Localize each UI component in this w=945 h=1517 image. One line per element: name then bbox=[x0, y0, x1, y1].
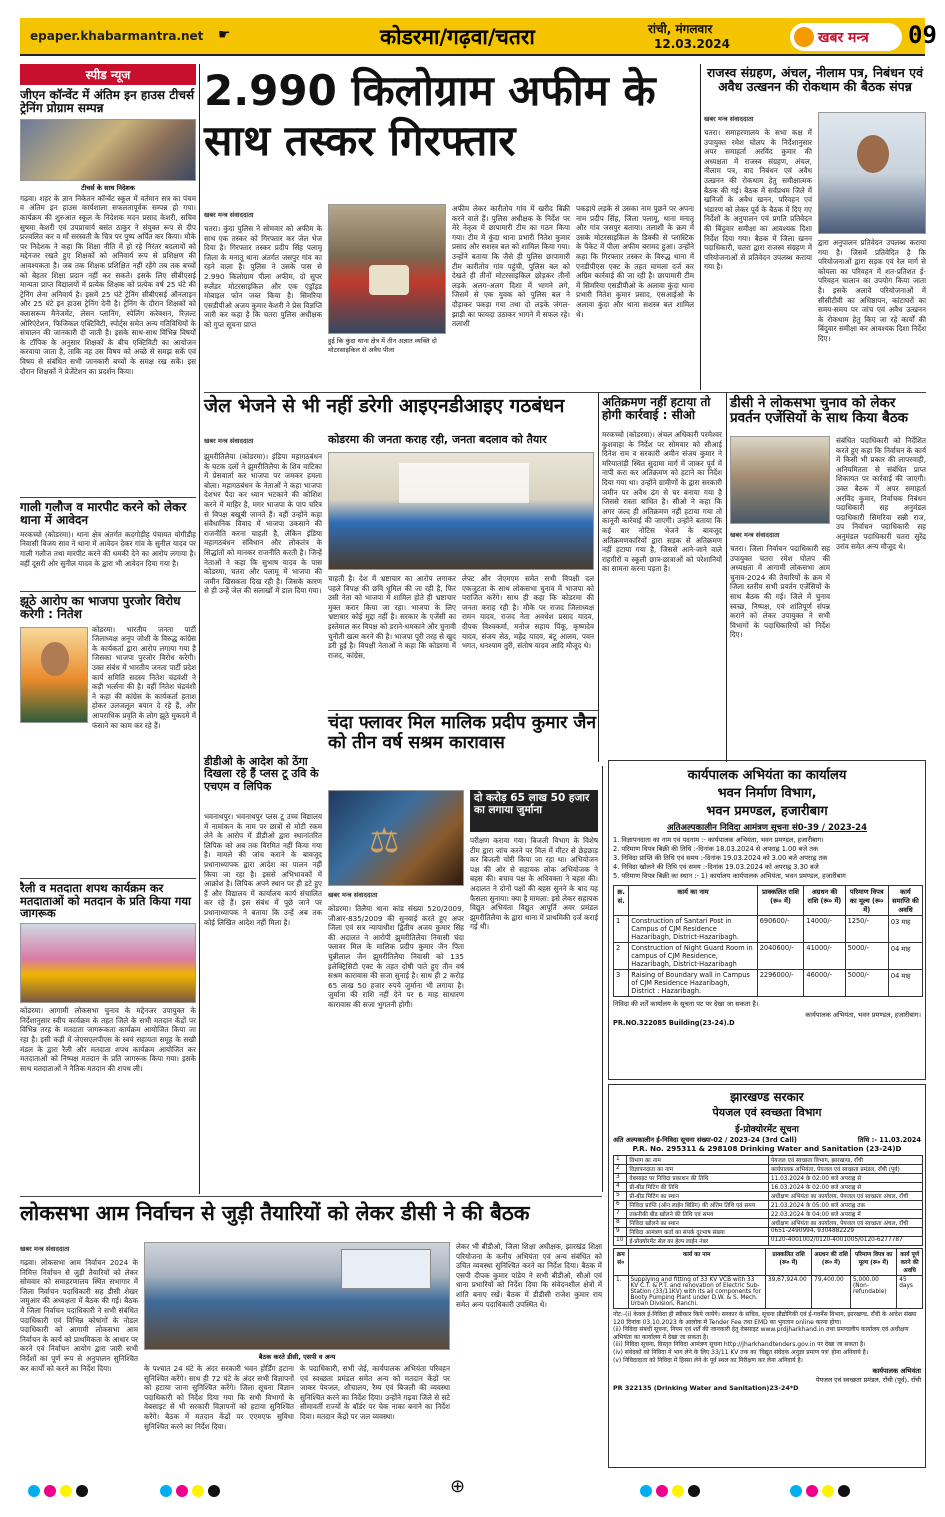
table-row bbox=[614, 1219, 923, 1228]
tender2-info-table bbox=[613, 1155, 923, 1246]
table-row bbox=[614, 970, 923, 997]
section-rule bbox=[328, 710, 598, 711]
bottom-byline: खबर मन्त्र संवाददाता bbox=[20, 1245, 70, 1253]
website-url[interactable]: epaper.khabarmantra.net bbox=[30, 29, 204, 43]
registration-marks-right2 bbox=[790, 1482, 854, 1501]
lead-col1: चतरा। कुंदा पुलिस ने सोमवार को अफीम के साथ एक तस्कर को गिरफ्तार कर जेल भेज दिया है। गिरफ्तार तस्कर प्रदीप सिंह पलामू जिला के मनातू थाना अंतर्गत जसपुर गांव का रहने वाला है। पुलिस ने उसके पास से 2.990 किलोग्राम पीला अफीम, दो सुपर स्प्लेंडर मोटरसाइकिल और एक एंड्रॉइड मोबाइल फोन जब्त किया है। सिमरिया एसडीपीओ अजय कुमार केशरी ने प्रेस विज्ञप्ति जारी कर कहा है कि चतरा पुलिस अधीक्षक को गुप्त सूचना प्राप्त bbox=[204, 224, 322, 329]
court-gavel-photo bbox=[328, 790, 464, 886]
tender1-header-cell: प्राक्कलित राशि (रू० में) bbox=[757, 886, 804, 916]
tender2-info-cell: 22.03.2024 के 04:00 बजे अपराह्न में bbox=[768, 1210, 922, 1219]
story4-headline: रैली व मतदाता शपथ कार्यक्रम कर मतदाताओं को मतदान के प्रति किया गया जागरूक bbox=[20, 880, 192, 921]
court-subhead: दो करोड़ 65 लाख 50 हजार का लगाया जुर्माना bbox=[474, 792, 590, 816]
black-dot bbox=[838, 1485, 850, 1497]
tender2-info-cell: पेयजल एवं स्वच्छता विभाग, झारखण्ड, राँची bbox=[768, 1156, 922, 1165]
mid-col3: लेफ्ट और जेएमएम समेत सभी विपक्षी दल एकजुटता के साथ लोकसभा चुनाव में भाजपा को पराजित करेंगे। साथ ही कहा कि कोडरमा की जनता कराह रही है। मौके पर राजद जिलाध्यक्ष रामन यादव, राजद नेता अवधेश प्रसाद यादव, दीपक विश्वकर्मा, मनोज सहाय पिंकू, कृष्णदेव यादव, संजय सेठ, महेंद्र यादव, बंटू आलम, पवन भगत, धनश्याम तुरी, संतोष यादव आदि मौजूद थे। bbox=[462, 574, 594, 651]
tender1-cell: 04 माह bbox=[888, 970, 922, 997]
tender2-title2: पेयजल एवं स्वच्छता विभाग bbox=[712, 1106, 822, 1119]
tender2-note: (iii) निविदा सूचना, विस्तृत निविदा आमंत्रण सूचना http://jharkhandtenders.gov.in पर देखा जा सकता है। bbox=[613, 1341, 866, 1349]
meeting-screen bbox=[341, 1249, 431, 1289]
tender1-cell: 2 bbox=[614, 943, 629, 970]
election-right-photo bbox=[730, 436, 830, 524]
election-right-body: चतरा। जिला निर्वाचन पदाधिकारी सह उपायुक्त चतरा रमेश घोलप की अध्यक्षता में आगामी लोकसभा आम चुनाव-2024 की तैयारियों के क्रम में जिला स्तरीय सभी प्रवर्तन एजेंसियों के साथ बैठक की गई। जिले में चुनाव स्वच्छ, निष्पक्ष, एवं शांतिपूर्ण संपन्न कराने को लेकर उपायुक्त ने सभी विभागों के पदाधिकारियों को निर्देश दिए। bbox=[730, 544, 830, 640]
registration-marks-right bbox=[640, 1482, 704, 1501]
tender1-title2: भवन निर्माण विभाग, bbox=[717, 786, 817, 801]
tender1-line: 4. निविदा खोलने की तिथि एवं समय :-दिनांक 19.03.2024 को अपराह्न 3.30 बजे bbox=[613, 863, 819, 871]
left-column bbox=[20, 64, 196, 1204]
tender2-info-cell: प्री-बीड मिटिंग का स्थान bbox=[627, 1192, 768, 1201]
tender1-header-cell: कार्य समाप्ति की अवधि bbox=[888, 886, 922, 916]
bottom-body: गढ़वा। लोकसभा आम निर्वाचन 2024 के निमित्त निर्वाचन से जुड़ी तैयारियों को लेकर सोमवार को समाहरणालय स्थित सभागार में जिला निर्वाचन पदाधिकारी सह डीसी शेखर जमुआर की अध्यक्षता में बैठक की गई। बैठक में जिला निर्वाचन पदाधिकारी ने सभी संबंधित पदाधिकारी एवं विभिन्न कोषांगों के नोडल पदाधिकारी को आगामी लोकसभा आम निर्वाचन के कार्य को प्राथमिकता के आधार पर करने एवं निर्वाचन आयोग द्वारा जारी सभी निर्देशों का पूर्ण रूप से अनुपालन सुनिश्चित कर कार्यों को करने का निर्देश दिया। bbox=[20, 1258, 138, 1373]
magenta-dot bbox=[806, 1485, 818, 1497]
tender2-info-cell: निविदा आमंत्रण कर्ता का संपर्क दूरभाष संख्या bbox=[627, 1228, 768, 1237]
tender2-work-cell: 5,000.00 (Non-refundable) bbox=[851, 1276, 897, 1309]
tender2-work-cell: 1. bbox=[614, 1276, 629, 1309]
bottom-col4: लेकर भी बीडीओ, जिला शिक्षा अधीक्षक, झारखंड शिक्षा परियोजना के कनीय अभियंता एवं अन्य संबंधित को उचित व्यवस्था सुनिश्चित करने का निर्देश दिया। बैठक में एसपी दीपक कुमार पांडेय ने सभी बीडीओ, सीओ एवं थाना प्रभारियों को निर्देश दिया कि संवेदनशील क्षेत्रों में शांति बनाए रखें। बैठक में डीडीसी राजेश कुमार राय समेत अन्य पदाधिकारी उपस्थित थे। bbox=[456, 1242, 602, 1309]
tender2-info-cell: 11.03.2024 के 02:00 बजे अपराह्न से bbox=[768, 1174, 922, 1183]
tender1-title3: भवन प्रमण्डल, हजारीबाग bbox=[706, 804, 828, 819]
tender2-info-cell: 2 bbox=[614, 1165, 627, 1174]
column-rule bbox=[598, 392, 599, 762]
tender1-cell: 5000/- bbox=[845, 970, 888, 997]
tender1-cell: 04 माह bbox=[888, 943, 922, 970]
encroach-body: मरकच्चो (कोडरमा)। अंचल अधिकारी परमेश्वर कुशवाहा के निर्देश पर सोमवार को सीआई दिनेश राम व सरकारी अमीन संजय कुमार ने मरियातांड़ी स्थित सुदामा मार्ग में जाकर पूर्व में नापी करा कर अतिक्रमण को हटाने का निर्देश दिया गया था। उन्होंने ग्रामीणों के द्वारा सरकारी जमीन पर अवैध ढंग से घर बनाया गया है जिससे रास्ता बाधित है। सीओ ने कहा कि अगर जल्द ही अतिक्रमण नहीं हटाया गया तो कानूनी कार्रवाई की जाएगी। उन्होंने बताया कि कई बार नोटिस भेजने के बावजूद अतिक्रमणकारियों द्वारा सड़क से अतिक्रमण नहीं हटाया गया है, जिससे आने-जाने वाले राहगीरों व स्कूली छात्र-छात्राओं को परेशानियों का सामना करना पड़ता है। bbox=[602, 430, 722, 574]
tender1-title1: कार्यपालक अभियंता का कार्यालय bbox=[687, 768, 847, 783]
seized-packets bbox=[369, 265, 409, 295]
tender2-work-table bbox=[613, 1248, 923, 1309]
tender2-work-cell: 45 days bbox=[897, 1276, 923, 1309]
story3-headline: झूठे आरोप का भाजपा पुरजोर विरोध करेगी : नितेश bbox=[20, 593, 181, 622]
right-top-headline: राजस्व संग्रहण, अंचल, नीलाम पत्र, निबंधन एवं अवैध उत्खनन की रोकथाम की बैठक संपन्न bbox=[706, 65, 924, 94]
tender1-notice: अतिअल्पकालीन निविदा आमंत्रण सूचना सं0-39 / 2023-24 bbox=[666, 823, 868, 833]
yellow-dot bbox=[60, 1485, 72, 1497]
tender2-ref-row bbox=[609, 1135, 925, 1144]
magenta-dot bbox=[656, 1485, 668, 1497]
magenta-dot bbox=[44, 1485, 56, 1497]
lead-col2: अफीम लेकर कारीतोय गांव में खरीद बिक्री करने वाले हैं। पुलिस अधीक्षक के निर्देश पर मेरे नेतृत्व में छापामारी टीम का गठन किया गया। टीम में कुंदा थाना प्रभारी नितेश कुमार प्रसाद और सशस्त्र बल को शामिल किया गया। उन्होंने बताया कि जैसे ही पुलिस छापामारी टीम कारीतोय गांव पहुंची, पुलिस बल को देखते ही तीनों मोटरसाइकिल छोड़कर तीनों लड़के अलग-अलग दिशा में भागने लगे, जिसमें से एक युवक को पुलिस बल ने दौड़ाकर पकड़ा गया तथा दो लड़के जंगल-झाड़ी का फायदा उठाकर भागने में सफल रहे। तलाशी bbox=[452, 204, 570, 329]
portrait-face bbox=[857, 135, 889, 173]
tender1-cell: 41000/- bbox=[804, 943, 845, 970]
bottom-photo bbox=[144, 1242, 450, 1350]
tender1-cell: 03 माह bbox=[888, 916, 922, 943]
brand-mark-icon bbox=[794, 27, 814, 47]
lead-byline: खबर मन्त्र संवाददाता bbox=[204, 211, 254, 219]
magenta-dot bbox=[176, 1485, 188, 1497]
tender2-info-cell: तकनीकी बीड खोलने की तिथि एवं समय bbox=[627, 1210, 768, 1219]
tender2-work-cell: 79,400.00 bbox=[812, 1276, 851, 1309]
table-row bbox=[614, 1210, 923, 1219]
tender2-work-header-cell: परिमाण विपत्र का मूल्य (रू० में) bbox=[851, 1249, 897, 1276]
tender2-info-cell: 6 bbox=[614, 1201, 627, 1210]
tender2-info-cell: अधीक्षण अभियंता का कार्यालय, पेयजल एवं स्वच्छता अंचल, राँची bbox=[768, 1192, 922, 1201]
column-rule bbox=[726, 392, 727, 762]
story2-headline: गाली गलौज व मारपीट करने को लेकर थाना में आवेदन bbox=[20, 499, 187, 528]
story1-photo bbox=[20, 119, 196, 181]
divider bbox=[20, 878, 196, 879]
tender2-info-cell: 9 bbox=[614, 1228, 627, 1237]
city-day: रांची, मंगलवार bbox=[648, 22, 713, 36]
tender2-info-cell: 0651-2490994, 9304882229 bbox=[768, 1228, 922, 1237]
brand-logo bbox=[790, 23, 902, 51]
tender2-work-header-cell: अग्रधन की राशि (रू० में) bbox=[812, 1249, 851, 1276]
tender2-info-cell: वेबसाइट पर निविदा प्रकाशन की तिथि bbox=[627, 1174, 768, 1183]
tender1-header-cell: क्र. सं. bbox=[614, 886, 629, 916]
tender2-notes bbox=[609, 1309, 925, 1366]
tender1-pr: PR.NO.322085 Building(23-24).D bbox=[613, 1019, 735, 1027]
section-title: कोडरमा/गढ़वा/चतरा bbox=[380, 25, 535, 49]
tender1-header-cell: कार्य का नाम bbox=[629, 886, 757, 916]
tender1-cell: Construction of Night Guard Room in campus of CJM Residence, Hazaribagh, District-Hazaribagh bbox=[629, 943, 757, 970]
tender2-work-header-cell: प्राक्कलित राशि (रू० में) bbox=[765, 1249, 811, 1276]
tender2-info-cell: 8 bbox=[614, 1219, 627, 1228]
tender2-info-cell: 10 bbox=[614, 1237, 627, 1246]
tender2-note: (iv) संवेदकों को निविदा में भाग लेने के लिए 33/11 KV तक का 'विद्युत संवेदक अनुज्ञा प्रमाण पत्र' होना अनिवार्य है। bbox=[613, 1348, 869, 1356]
lead-photo bbox=[328, 204, 446, 334]
yellow-dot bbox=[672, 1485, 684, 1497]
tender2-info-cell: ई-प्रोक्योरमेंट सेल का हेल्प लाईन नंबर bbox=[627, 1237, 768, 1246]
table-row bbox=[614, 1156, 923, 1165]
tender1-line: 2. परिमाण विपत्र बिक्री की तिथि :-दिनांक 18.03.2024 से अपराह्न 1.00 बजे तक bbox=[613, 845, 819, 853]
election-right-byline: खबर मन्त्र संवाददाता bbox=[730, 531, 780, 539]
tender2-info-cell: 21.03.2024 के 05:00 बजे अपराह्न तक bbox=[768, 1201, 922, 1210]
mid-headline: जेल भेजने से भी नहीं डरेगी आइएनडीआइए गठबंधन bbox=[204, 395, 565, 417]
table-row bbox=[614, 1192, 923, 1201]
divider bbox=[20, 497, 196, 498]
tender2-info-cell: 7 bbox=[614, 1210, 627, 1219]
bottom-col3: के पदाधिकारी, सभी जेई, कार्यपालक अभियंता परिवहन एवं स्वच्छता प्रमंडल समेत अन्य को मतदान केंद्रों पर जाकर पेयजल, शौचालय, रैम्प एवं बिजली की व्यवस्था सुनिश्चित करने का निर्देश दिया। उन्होंने गढ़वा जिले से सटे सीमावर्ती राज्यों के बॉर्डर पर चेक नाका बनाने का निर्देश दिया। मतदान केंद्रों पर जल व्यवस्था। bbox=[300, 1364, 450, 1421]
table-row bbox=[614, 1165, 923, 1174]
registration-marks-left bbox=[28, 1482, 92, 1501]
right-top-byline: खबर मन्त्र संवाददाता bbox=[704, 115, 754, 123]
column-rule bbox=[199, 64, 200, 1194]
tender1-cell: 5000/- bbox=[845, 943, 888, 970]
story3-body: कोडरमा। भारतीय जनता पार्टी जिलाध्यक्ष अनूप जोशी के विरुद्ध कांग्रेस के कार्यकर्ता द्वारा आरोप लगाया गया है जिसका भाजपा पुरजोर विरोध करेगी। उक्त संबंध में भारतीय जनता पार्टी प्रदेश कार्य समिति सदस्य नितेश चंद्रवंशी ने कड़ी भर्त्सना की है। वहीं नितेश चंद्रवंशी ने कहा की कांग्रेस के कार्यकर्ता हताश होकर उलजलूल बयान दे रहे हैं, और आपराधिक प्रवृति के लोग झूठे मुकदमे में फंसाने का काम कर रहे हैं। bbox=[92, 624, 196, 730]
tender1-line: 1. विज्ञापनदाता का नाम एवं पदनाम :- कार्यपालक अभियंता, भवन प्रमण्डल, हजारीबाग। bbox=[613, 836, 824, 844]
tender2-info-cell: 3 bbox=[614, 1174, 627, 1183]
cyan-dot bbox=[160, 1485, 172, 1497]
story3-block bbox=[20, 625, 196, 875]
mid-photo-headline: कोडरमा की जनता कराह रही, जनता बदलाव को तैयार bbox=[328, 433, 547, 446]
cyan-dot bbox=[28, 1485, 40, 1497]
tender2-info-cell: विज्ञापनदाता का नाम bbox=[627, 1165, 768, 1174]
lead-col3: पकड़ाये लड़के से उसका नाम पुछने पर अपना नाम प्रदीप सिंह, जिला पलामू, थाना मनातू और गांव जसपुर बताया। तलाशी के क्रम में उसके मोटरसाइकिल के डिक्की से प्लास्टिक के पैकेट में पीला अफीम बरामद हुआ। उन्होंने कहा कि गिरफ्तार तस्कर के विरुद्ध थाना में एनडीपीएस एक्ट के तहत मामला दर्ज कर अग्रिम कार्रवाई की जा रही है। छापामारी टीम में सिमरिया एसडीपीओ के अलावा कुंदा थाना प्रभारी नितेश कुमार प्रसाद, एसआईओ के अलावा कुंदा और थाना सशस्त्र बल शामिल थे। bbox=[576, 204, 694, 319]
black-dot bbox=[208, 1485, 220, 1497]
tender1-cell: 14000/- bbox=[804, 916, 845, 943]
tender2-notice: ई-प्रोक्योरमेंट सूचना bbox=[735, 1125, 799, 1135]
tender2-note: (ii) निविदा संबंधी सूचना, नियम एवं शर्तें की जानकारी हेतु वेबसाइट www.prdjharkhand.in तथा प्रमण्डलीय कार्यालय एवं अधीक्षण अभियंता का कार्यालय में देखा जा सकता है। bbox=[613, 1326, 909, 1341]
tender2-info-cell: 16.03.2024 के 02:00 बजे अपराह्न से bbox=[768, 1183, 922, 1192]
tender2-work-header-cell: कार्य पूर्ण करने की अवधि bbox=[897, 1249, 923, 1276]
story1-caption: टीचर्स के साथ निदेशक bbox=[81, 183, 135, 192]
tender2-info-cell: कार्यपालक अभियंता, पेयजल एवं स्वच्छता प्रमंडल, राँची (पूर्व) bbox=[768, 1165, 922, 1174]
tender2-info-cell: 0120-4001002/0120-4001005/0120-6277787 bbox=[768, 1237, 922, 1246]
tender2-pr-footer: PR 322135 (Drinking Water and Sanitation)23-24*D bbox=[613, 1384, 799, 1393]
tender2-info-cell: प्री-बीड मिटिंग की तिथि bbox=[627, 1183, 768, 1192]
column-rule bbox=[700, 64, 701, 390]
story1-headline: जीएन कॉन्वेंट में अंतिम इन हाउस टीचर्स ट्रेनिंग प्रोग्राम सम्पन्न bbox=[20, 88, 195, 116]
tender1-footer-note: निविदा की शर्तें कार्यालय के सूचना पट पर देखा जा सकता है। bbox=[613, 1000, 759, 1008]
dio-body: भवनाथपुर। भवनाथपुर प्लस टू उच्च विद्यालय में नामांकन के नाम पर छात्रों से मोटी रकम लेने के आरोप में डीडीओ द्वारा स्थानांतरित लिपिक को अब तक विरमित नहीं किया गया है। मामले की जांच कराने के बावजूद प्रधानाध्यापक द्वारा आदेश का पालन नहीं किया जा रहा है। इससे अभिभावकों में आक्रोश है। लिपिक अपने स्थान पर ही डटे हुए हैं और विद्यालय में कार्यालय कार्य संचालित कर रहे हैं। इस संबंध में पूछे जाने पर प्रधानाध्यापक ने बताया कि उन्हें अब तक कोई लिखित आदेश नहीं मिला है। bbox=[204, 812, 322, 927]
mid-byline: खबर मन्त्र संवाददाता bbox=[204, 437, 254, 445]
table-row bbox=[614, 1201, 923, 1210]
court-headline: चंदा फ्लावर मिल मालिक प्रदीप कुमार जैन को तीन वर्ष सश्रम कारावास bbox=[328, 713, 597, 753]
bottom-photo-caption: बैठक करते डीसी, एसपी व अन्य bbox=[258, 1353, 336, 1361]
lead-photo-caption: हुई कि कुंदा थाना क्षेत्र में तीन अज्ञात व्यक्ति दो मोटरसाइकिल से अवैध पीला bbox=[328, 337, 437, 354]
table-row bbox=[614, 1174, 923, 1183]
story2-body: मरकच्चो (कोडरमा)। थाना क्षेत्र अंतर्गत कदगोड़ीह पंचायत योगीडीह निवासी विजय साव ने थाना में आवेदन देकर गांव के सुनील यादव पर गाली गलौज तथा मारपीट करने की धमकी देने का आरोप लगाया है। वहीं दूसरी ओर सुनील यादव के द्वारा भी आवेदन दिया गया है। bbox=[20, 529, 196, 568]
tender1-table bbox=[613, 885, 923, 997]
court-subhead-box bbox=[470, 790, 598, 832]
official-portrait bbox=[818, 112, 926, 234]
court-body: कोडरमा। तिलैया थाना कांड संख्या 520/2009, जीआर-835/2009 की सुनवाई करते हुए अपर जिला एवं सत्र न्यायाधीश द्वितीय अजय कुमार सिंह की अदालत ने आरोपी झुमरीतिलैया निवासी चंदा फ्लावर मिल के मालिक प्रदीप कुमार जैन पिता चुन्नीलाल जैन झुमरीतिलैया निवासी को 135 इलेक्ट्रिसिटी एक्ट के तहत दोषी पाते हुए तीन वर्ष सश्रम कारावास की सजा सुनाई है। साथ ही 2 करोड़ 65 लाख 50 हजार रुपये जुर्माना भी लगाया है। जुर्माना की राशि नहीं देने पर 6 माह साधारण कारावास की सजा भुगतनी होगी। bbox=[328, 904, 464, 1009]
tender1-cell: Construction of Santari Post in Campus of CJM Residence Hazaribagh, District-Hazaribagh. bbox=[629, 916, 757, 943]
tender1-lines bbox=[609, 836, 925, 881]
registration-marks-left2 bbox=[160, 1482, 224, 1501]
right-top-body: चतरा। समाहरणालय के सभा कक्ष में उपायुक्त रमेश घोलप के निर्देशानुसार अपर समाहर्ता अरविंद कुमार की अध्यक्षता में राजस्व संग्रहण, अंचल, नीलाम पत्र, वाद निबंधन एवं अवैध उत्खनन की रोकथाम हेतु समीक्षात्मक बैठक की गई। बैठक में सर्वप्रथम जिले में खनिजों के अवैध खनन, परिवहन एवं भंडारण को लेकर पूर्व के बैठक में दिए गए निर्देशों के अनुपालन एवं प्रगति प्रतिवेदन की बिंदुवार समीक्षा का आवश्यक दिशा निर्देश दिया गया। बैठक में जिला खनन पदाधिकारी, चतरा द्वारा राजस्व संग्रहण में परियोजनाओं से प्रतिवेदन उपलब्ध कराया गया है। bbox=[704, 128, 812, 272]
lead-headline: 2.990 किलोग्राम अफीम के साथ तस्कर गिरफ्तार bbox=[204, 66, 656, 165]
tender2-info-cell: अधीक्षण अभियंता का कार्यालय, पेयजल एवं स्वच्छता अंचल, राँची bbox=[768, 1219, 922, 1228]
election-right-body2: संबंधित पदाधिकारी को निर्देशित करते हुए कहा कि निर्वाचन के कार्य में किसी भी प्रकार की लापरवाही, अनियमितता से संबंधित प्राप्त शिकायत पर कार्रवाई की जाएगी। उक्त बैठक में अपर समाहर्ता अरविंद कुमार, निर्वाचक निबंधन पदाधिकारी सह अनुमंडल पदाधिकारी सिमरिया सन्नी राज, उप निर्वाचन पदाधिकारी सह अनुमंडल पदाधिकारी चतरा सुरेंद्र उरांव समेत अन्य मौजूद थे। bbox=[836, 436, 926, 551]
tender2-ad bbox=[608, 1084, 926, 1468]
tender1-cell: 1250/- bbox=[845, 916, 888, 943]
column-rule bbox=[602, 766, 603, 1192]
bottom-col2: के पश्चात 24 घंटे के अंदर सरकारी भवन होर्डिंग हटाना सुनिश्चित करेंगे। साथ ही 72 घंटे के अंदर सभी विज्ञापनों को हटाया जाना सुनिश्चित करेंगे। जिला सूचना विज्ञान पदाधिकारी को निर्देश दिया गया कि सभी विभागों के वेबसाइट से भी सरकारी विज्ञापनों को हटाया सुनिश्चित करेंगे। बैठक में मतदान केंद्रों पर एएमएफ सुविधा सुनिश्चित करने का निर्देश दिया। bbox=[144, 1364, 294, 1431]
gavel-icon: ⚖ bbox=[369, 821, 400, 861]
bottom-headline: लोकसभा आम निर्वाचन से जुड़ी तैयारियों को लेकर डीसी ने की बैठक bbox=[20, 1201, 530, 1225]
brand-name: खबर मन्त्र bbox=[818, 30, 869, 46]
story4-photo bbox=[20, 923, 196, 1003]
tender2-work-cell: Supplying and fitting of 33 KV VCB with 33 KV C.T. & P.T. and renovation of Electric Sub-Station (33/11KV) with its all components for Booty Pumping Plant under D.W. & S. Mech. Urban Division, Ranchi. bbox=[628, 1276, 765, 1309]
section-rule bbox=[204, 392, 926, 393]
masthead bbox=[20, 18, 937, 56]
page-number: 09 bbox=[908, 21, 937, 49]
tender2-signatory2: पेयजल एवं स्वच्छता प्रमंडल, राँची (पूर्व), राँची bbox=[815, 1376, 921, 1385]
dio-headline: डीडीओ के आदेश को ठेंगा दिखला रहे हैं प्लस टू उवि के एचएम व लिपिक bbox=[204, 755, 319, 793]
issue-date: 12.03.2024 bbox=[654, 37, 730, 51]
tender1-line: 5. परिमाण विपत्र बिक्री का स्थान :- 1) कार्यालय कार्यपालक अभियंता, भवन प्रमण्डल, हजारीबाग bbox=[613, 872, 846, 880]
tender2-note: नोट:-(i) केवल ई-निविदा ही स्वीकार किये जायेंगे। सरकार के सचिव, सूचना प्रौद्योगिकी एवं ई-गवर्नेंस विभाग, झारखण्ड, राँची के आदेश संख्या 120 दिनांक 03.10.2023 के आलोक में Tender Fee तथा EMD का भुगतान online करना होगा। bbox=[613, 1311, 917, 1326]
table-row bbox=[614, 1228, 923, 1237]
court-body2: परीक्षण कराया गया। बिजली विभाग के विशेष टीम द्वारा जांच करने पर मिल में मीटर से छेड़छाड़ कर बिजली चोरी किया जा रहा था। अभियोजन पक्ष की ओर से सहायक लोक अभियोजक ने बहस की। बचाव पक्ष के अधिवक्ता ने बहस की। अदालत ने दोनों पक्षों की बहस सुनने के बाद यह फैसला सुनाया। क्या है मामला: इसे लेकर सहायक विद्युत अभियंता विद्युत आपूर्ति अवर प्रमंडल झुमरीतिलैया के द्वारा थाना में प्राथमिकी दर्ज कराई गई थी। bbox=[470, 836, 598, 932]
cyan-dot bbox=[790, 1485, 802, 1497]
tender2-pr-no: P.R. No. 295311 & 298108 Drinking Water and Sanitation (23-24)D bbox=[632, 1144, 902, 1153]
right-top-body2: द्वारा अनुपालन प्रतिवेदन उपलब्ध कराया गया है। जिसमें प्रतिवेदित है कि परियोजनाओं द्वारा सड़क एवं रेल मार्ग से कोयला का परिवहन में शत-प्रतिशत ई-परिवहन चालान का उपयोग किया जाता है। इसके अलावे परियोजनाओं में सीसीटीवी का अधिष्ठापन, कांटाघरों का समय-समय पर जांच एवं अवैध उत्खनन के रोकथाम हेतु किए जा रहे कार्यों की बिंदुवार समीक्षा कर आवश्यक दिशा निर्देश दिए। bbox=[818, 238, 926, 343]
tender1-cell: 1 bbox=[614, 916, 629, 943]
tender1-cell: 2296000/- bbox=[757, 970, 804, 997]
tender2-signatory: कार्यपालक अभियंता bbox=[872, 1367, 921, 1376]
black-dot bbox=[688, 1485, 700, 1497]
tender2-work-cell: 39,67,924.00 bbox=[765, 1276, 811, 1309]
yellow-dot bbox=[192, 1485, 204, 1497]
tender2-info-cell: विभाग का नाम bbox=[627, 1156, 768, 1165]
tender1-line: 3. निविदा प्राप्ति की तिथि एवं समय :-दिनांक 19.03.2024 को 3.00 बजे अपराह्न तक bbox=[613, 854, 828, 862]
election-right-headline: डीसी ने लोकसभा चुनाव को लेकर प्रवर्तन एजेंसियों के साथ किया बैठक bbox=[730, 395, 909, 427]
tender2-work-header-cell: कार्य का नाम bbox=[628, 1249, 765, 1276]
story1-body: गढ़वा। शहर के ज्ञान निकेतन कॉन्वेंट स्कूल में वर्तमान सत्र का पंचम व अंतिम इन हाउस कार्यशाला सफलतापूर्वक सम्पन्न हो गया। कार्यक्रम की शुरुआत स्कूल के निदेशक मदन प्रसाद केशरी, सचिव सुषमा केशरी एवं उपप्राचार्य बसंत ठाकुर ने संयुक्त रूप से दीप प्रज्वलित कर व माँ सरस्वती के चित्र पर पुष्प अर्पित कर किया। मौके पर निदेशक ने कहा कि शिक्षा नीति में हो रहे निरंतर बदलावों को मद्देनजर रखते हुए शिक्षकों को अनिवार्य रूप से प्रशिक्षण की आवश्यकता है। जब तक शिक्षक प्रशिक्षित नहीं रहेंगे तब तक बच्चों को बेहतर शिक्षा प्रदान नहीं कर सकते। इसके लिए सीबीएसई मान्यता प्राप्त विद्यालयों में प्रत्येक शिक्षक को प्रत्येक वर्ष 25 घंटे की ट्रेनिंग लेना अनिवार्य है। इसमें 25 घंटे ट्रेनिंग सीबीएसई ऑनलाइन और 25 घंटे इन हाउस ट्रेनिंग देनी है। ट्रेनिंग के दौरान शिक्षकों को क्लासरूम मैनेजमेंट, लेसन प्लानिंग, स्पेलिंग करेक्शन, रिज़ल्ट ओरिएंटेशन, फिजिकल एक्टिविटी, स्पोर्ट्स समेत अन्य गतिविधियों के संचालन की जानकारी दी जाती है। इसके साथ-साथ विभिन्न विषयों के टॉपिक के अनुसार शिक्षकों के बीच एक्टिविटी का आयोजन करवाया जाता है, ताकि वह उस विषय को अच्छे से समझ सकें एवं विषय से संबंधित सभी जानकारी बच्चों के समक्ष रख सकें। इस दौरान शिक्षकों ने प्रेजेंटेशन का प्रदर्शन किया। bbox=[20, 193, 196, 376]
tender2-info-cell: 1 bbox=[614, 1156, 627, 1165]
tender1-ad bbox=[608, 760, 926, 1080]
mid-col2: चाहती है। देश में भ्रष्टाचार का आरोप लगाकर पहले विपक्ष की छवि धूमिल की जा रही है, फिर उसी नेता को भाजपा में शामिल होते ही भ्रष्टाचार मुक्त करार किया जा रहा। भाजपा के लिए भ्रष्टाचार कोई मुद्दा नहीं है। सरकार के एजेंसी का इस्तेमाल कर विपक्ष को डराने-धमकाने और चुनावी चुनौती खत्म करने की है। भाजपा पूरी तरह से खुद डरी हुई है। विपक्षी नेताओं ने कहा कि कोडरमा में राजद, कांग्रेस, bbox=[328, 574, 456, 660]
tender2-info-cell: 4 bbox=[614, 1183, 627, 1192]
section-rule bbox=[20, 1196, 602, 1197]
tender1-header-cell: अग्रधन की राशि (रू० में) bbox=[804, 886, 845, 916]
tender2-note: (v) निविदादाता को निविदा में हिस्सा लेने के पूर्व स्थल का निरीक्षण कर लेना अनिवार्य है। bbox=[613, 1356, 803, 1364]
banner bbox=[399, 463, 529, 503]
tender1-signatory: कार्यपालक अभियंता, भवन प्रमण्डल, हजारीबाग। bbox=[805, 1011, 921, 1019]
tender2-work-header-cell: क्रम सं० bbox=[614, 1249, 629, 1276]
divider bbox=[20, 591, 196, 592]
tender1-cell: 690600/- bbox=[757, 916, 804, 943]
encroach-headline: अतिक्रमण नहीं हटाया तो होगी कार्रवाई : सीओ bbox=[602, 395, 711, 423]
court-byline: खबर मन्त्र संवाददाता bbox=[328, 891, 378, 899]
yellow-dot bbox=[822, 1485, 834, 1497]
table-row bbox=[614, 1237, 923, 1246]
mid-body: झुमरीतिलैया (कोडरमा)। इंडिया महागठबंधन के घटक दलों ने झुमरीतिलैया के शिव वाटिका में प्रेसवार्ता कर भाजपा पर जमकर हमला बोला। महागठबंधन के नेताओं ने कहा भाजपा देशभर पैदा कर ध्यान भटकाने की कोशिश करने में माहिर है, मगर भाजपा के पाप चरित्र से विपक्ष बखूबी जानते हैं। वहीं उन्होंने कहा संवैधानिक विवाद में भाजपा उकसाने की राजनीति करना चाहती है, लेकिन इंडिया महागठबंधन संविधान और लोकतंत्र के सिद्धांतों को मानकर राजनीति करती है। जिन्हें नेताओं ने कहा कि सुभाष यादव के पास कोडरमा, चतरा और पलामू में भाजपा की जमीन खिसकता दिख रही है। जिसके कारण से ही उन्हें जेल की सलाखों में डाल दिया गया। bbox=[204, 452, 322, 596]
cyan-dot bbox=[640, 1485, 652, 1497]
table-row bbox=[614, 943, 923, 970]
table-row bbox=[614, 916, 923, 943]
pointer-icon: ☛ bbox=[218, 27, 231, 43]
story4-body: कोडरमा। आगामी लोकसभा चुनाव के मद्देनजर उपायुक्त के निर्देशानुसार स्वीप कार्यक्रम के तहत जिले के सभी मतदान केंद्रों पर विभिन्न तरह के मतदाता जागरूकता कार्यक्रम आयोजित किया जा रहा है। इसी कड़ी में जेएसएलपीएस के स्वयं सहायता समूह के सखी मंडल के द्वारा रैली और मतदाता शपथ कार्यक्रम आयोजित कर मतदाताओं को निष्पक्ष मतदान के प्रति जागरूक किया गया। इसके साथ मतदाताओं ने नैतिक मतदान की शपथ ली। bbox=[20, 1006, 196, 1073]
tender1-header-cell: परिमाण विपत्र का मूल्य (रू० में) bbox=[845, 886, 888, 916]
tender1-cell: 2040600/- bbox=[757, 943, 804, 970]
mid-photo bbox=[328, 452, 594, 570]
black-dot bbox=[76, 1485, 88, 1497]
tender1-cell: Raising of Boundary wall in Campus of CJM Residence Hazaribagh, District : Hazaribagh. bbox=[629, 970, 757, 997]
tender2-info-cell: निविदा प्राप्ति (ऑन लाईन बिडिंग) की अंतिम तिथि एवं समय bbox=[627, 1201, 768, 1210]
crosshair-icon: ⊕ bbox=[450, 1476, 466, 1497]
tender2-ref: अति अल्पकालीन ई-निविदा सूचना संख्या-02 / 2023-24 (3rd Call) bbox=[613, 1136, 797, 1144]
tender1-cell: 3 bbox=[614, 970, 629, 997]
tender2-title1: झारखण्ड सरकार bbox=[730, 1090, 804, 1104]
tender2-info-cell: 5 bbox=[614, 1192, 627, 1201]
table-row bbox=[614, 1183, 923, 1192]
tender2-info-cell: निविदा खोलने का स्थान bbox=[627, 1219, 768, 1228]
speed-news-tag: स्पीड न्यूज bbox=[20, 64, 196, 85]
tender2-date: तिथि :- 11.03.2024 bbox=[857, 1136, 921, 1144]
tender1-cell: 46000/- bbox=[804, 970, 845, 997]
